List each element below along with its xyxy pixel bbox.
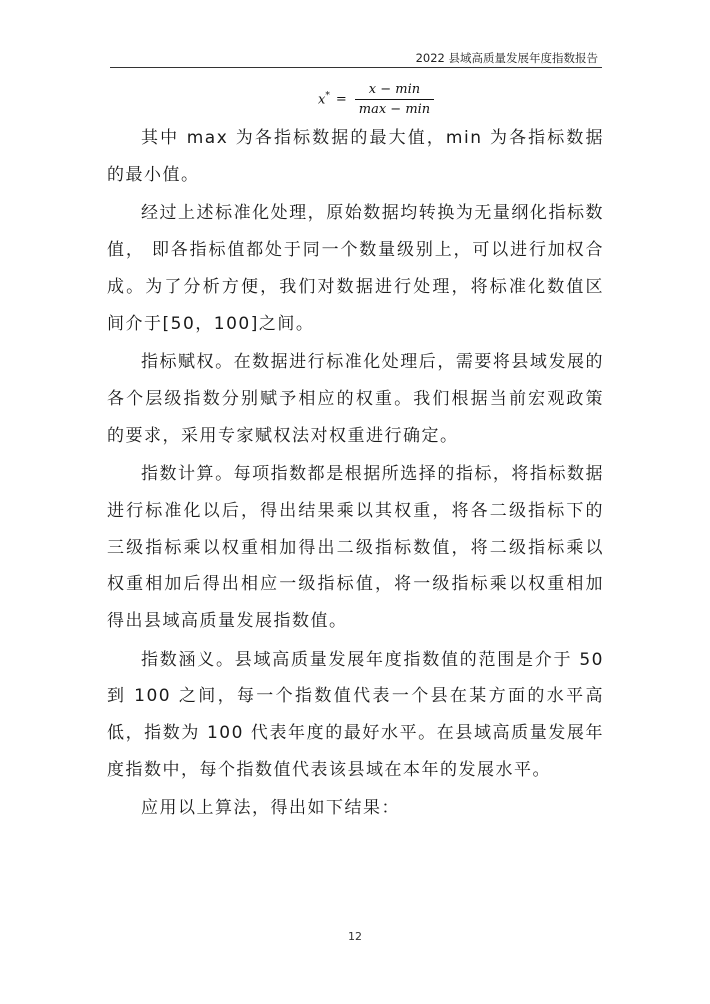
header-divider [110,67,602,68]
formula-variable: x [318,92,326,108]
paragraph-minmax-definition: 其中 max 为各指标数据的最大值，min 为各指标数据的最小值。 [107,128,604,185]
paragraph-results-intro: 应用以上算法，得出如下结果： [141,798,400,819]
formula-superscript: * [325,91,330,102]
formula-denominator: max − min [358,102,431,117]
formula-fraction [355,82,434,117]
paragraph-index-meaning: 指数涵义。县域高质量发展年度指数值的范围是介于 50 到 100 之间，每一个指数值代表一个县在某方面的水平高低，指数为 100 代表年度的最好水平。在县域高质量发展年度指数中，每个指数值代表该县域在本年的发展水平。 [107,649,604,780]
formula-equals: = [335,92,347,107]
paragraph-weighting: 指标赋权。在数据进行标准化处理后，需要将县域发展的各个层级指数分别赋予相应的权重。我们根据当前宏观政策的要求，采用专家赋权法对权重进行确定。 [107,351,604,446]
formula-numerator: x − min [368,82,421,97]
running-header-title: 2022 县域高质量发展年度指数报告 [415,51,598,65]
normalization-formula [318,82,434,117]
body-text [107,120,604,829]
paragraph-index-calculation: 指数计算。每项指数都是根据所选择的指标，将指标数据进行标准化以后，得出结果乘以其权重，将各二级指标下的三级指标乘以权重相加得出二级指标数值，将二级指标乘以权重相加后得出相应一级指标值，将一级指标乘以权重相加得出县域高质量发展指数值。 [107,463,604,632]
paragraph-standardization: 经过上述标准化处理，原始数据均转换为无量纲化指标数值， 即各指标值都处于同一个数量级别上，可以进行加权合成。为了分析方便，我们对数据进行处理，将标准化数值区间介于[50，100]之间。 [107,203,604,334]
formula-lhs [318,91,330,107]
page-number: 12 [348,930,362,943]
